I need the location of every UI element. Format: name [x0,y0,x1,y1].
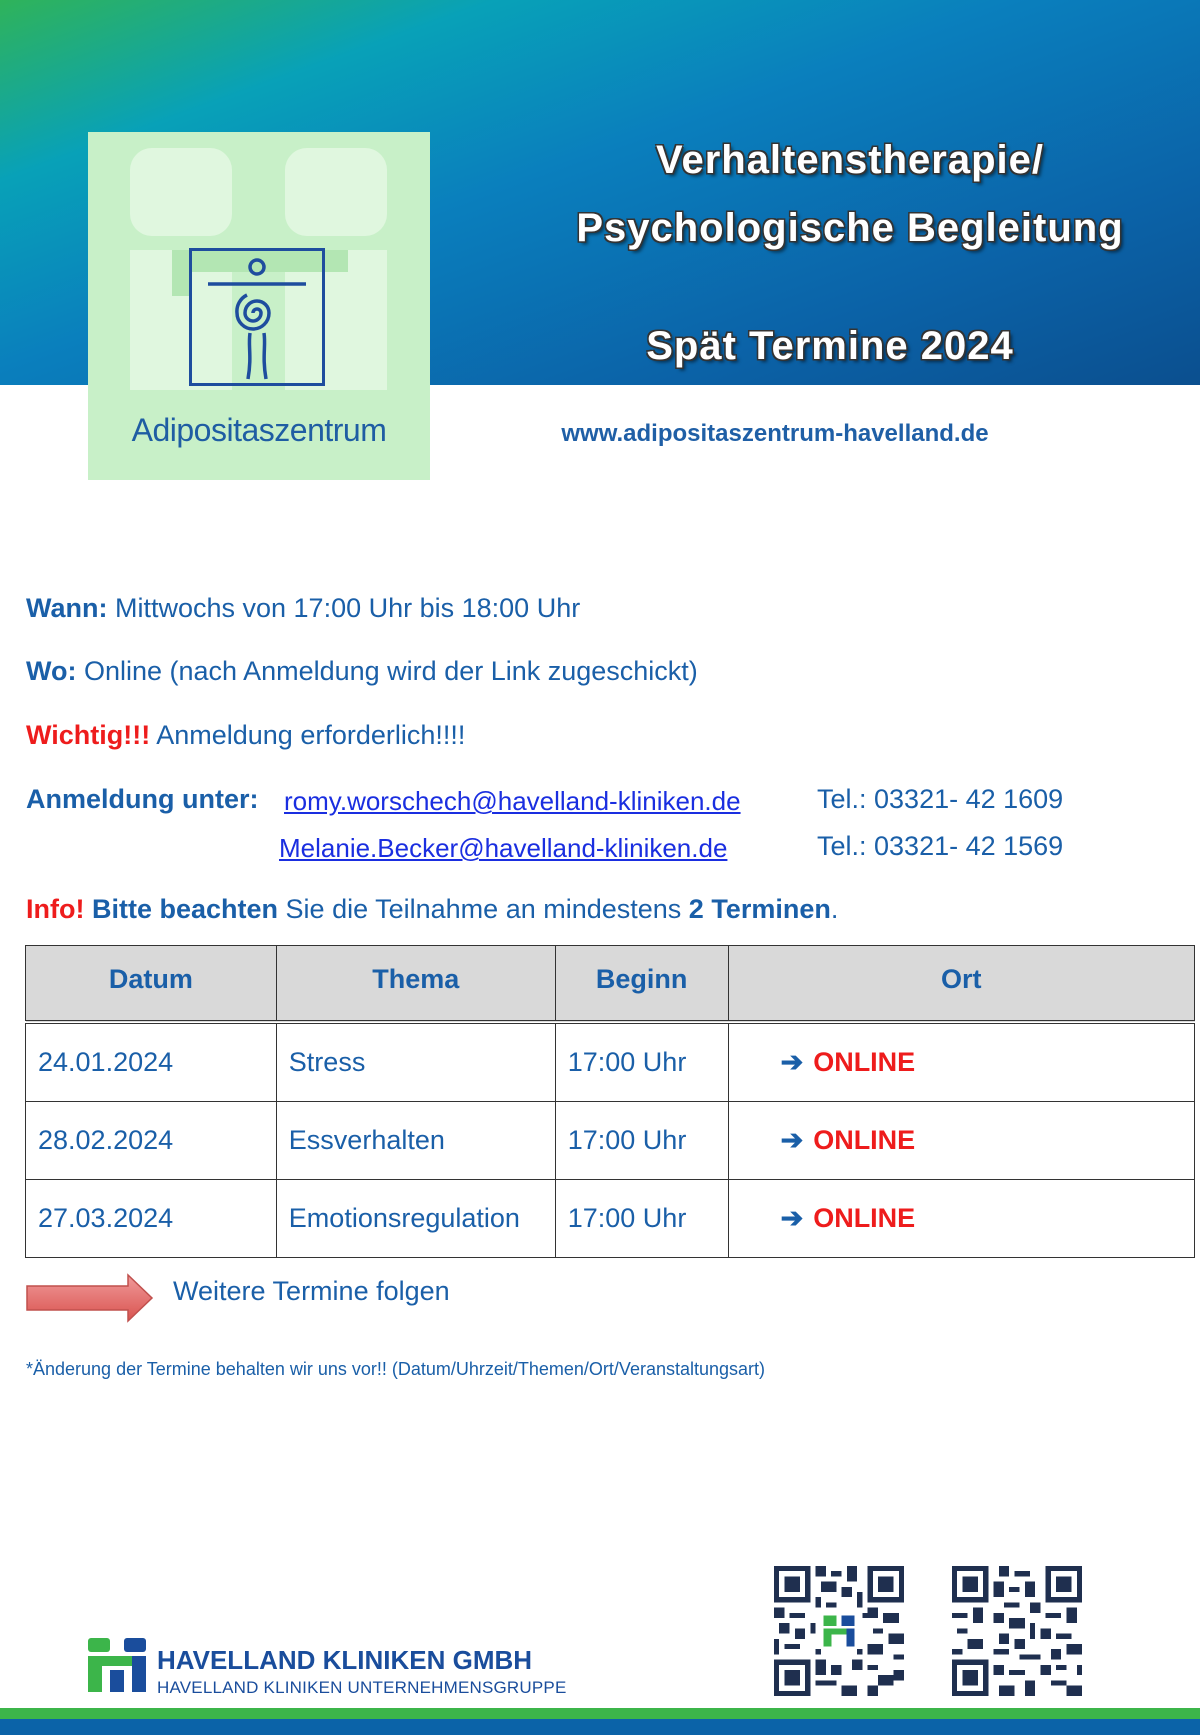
cell-thema: Emotionsregulation [276,1179,555,1257]
wichtig-value: Anmeldung erforderlich!!!! [150,720,466,750]
cell-datum: 28.02.2024 [26,1101,277,1179]
logo-text: Adipositaszentrum [131,412,387,448]
header-ort: Ort [728,946,1194,1022]
cell-beginn: 17:00 Uhr [555,1101,728,1179]
table-header-row [26,946,1195,1022]
header-beginn: Beginn [555,946,728,1022]
cell-thema: Stress [276,1022,555,1102]
website-link[interactable]: www.adipositaszentrum-havelland.de [561,420,989,447]
title-line-1: Verhaltenstherapie/ [655,138,1045,182]
arrow-right-icon: ➔ [780,1124,804,1155]
contact-email-2[interactable]: Melanie.Becker@havelland-kliniken.de [279,833,728,863]
contact-email-1[interactable]: romy.worschech@havelland-kliniken.de [284,786,741,816]
wann-line [26,593,580,624]
wichtig-line [26,720,465,751]
table-row [26,1101,1195,1179]
arrow-right-icon: ➔ [780,1202,804,1233]
table-row [26,1022,1195,1102]
cell-ort: ➔ ONLINE [728,1101,1194,1179]
cell-ort: ➔ ONLINE [728,1179,1194,1257]
contact-phone-2: Tel.: 03321- 42 1569 [817,831,1064,861]
company-group: HAVELLAND KLINIKEN UNTERNEHMENSGRUPPE [157,1678,567,1697]
wo-line [26,656,698,687]
footnote: *Änderung der Termine behalten wir uns vor!! (Datum/Uhrzeit/Themen/Ort/Veranstaltungsart) [26,1359,766,1379]
anmeldung-label: Anmeldung unter: [26,784,259,814]
wann-label: Wann: [26,593,108,623]
arrow-right-icon: ➔ [780,1046,804,1077]
wo-label: Wo: [26,656,77,686]
table-row [26,1179,1195,1257]
wo-value: Online (nach Anmeldung wird der Link zugeschickt) [76,656,698,686]
wichtig-label: Wichtig!!! [26,720,151,750]
wann-value: Mittwochs von 17:00 Uhr bis 18:00 Uhr [107,593,581,623]
cell-beginn: 17:00 Uhr [555,1022,728,1102]
footer-stripe-blue [0,1719,1200,1735]
cell-datum: 24.01.2024 [26,1022,277,1102]
more-dates-text: Weitere Termine folgen [173,1276,450,1306]
figure-frame [189,248,325,386]
cell-datum: 27.03.2024 [26,1179,277,1257]
qr-code-icon[interactable] [774,1566,904,1696]
qr-code-icon-2[interactable] [952,1566,1082,1696]
cell-ort: ➔ ONLINE [728,1022,1194,1102]
cell-thema: Essverhalten [276,1101,555,1179]
spiral-figure-icon [192,251,322,383]
header-datum: Datum [26,946,277,1022]
schedule-table [25,945,1195,1258]
footer-stripe-green [0,1708,1200,1719]
havelland-kliniken-logo-icon [88,1638,148,1692]
company-name: HAVELLAND KLINIKEN GMBH [157,1645,533,1675]
contact-phone-1: Tel.: 03321- 42 1609 [817,784,1064,814]
header-thema: Thema [276,946,555,1022]
big-arrow-right-icon [26,1273,154,1323]
subtitle: Spät Termine 2024 [646,324,1014,368]
adipositaszentrum-logo [88,132,430,480]
title-line-2: Psychologische Begleitung [576,206,1124,250]
info-note: Info! Bitte beachten Sie die Teilnahme an mindestens 2 Terminen. [26,894,839,924]
cell-beginn: 17:00 Uhr [555,1179,728,1257]
